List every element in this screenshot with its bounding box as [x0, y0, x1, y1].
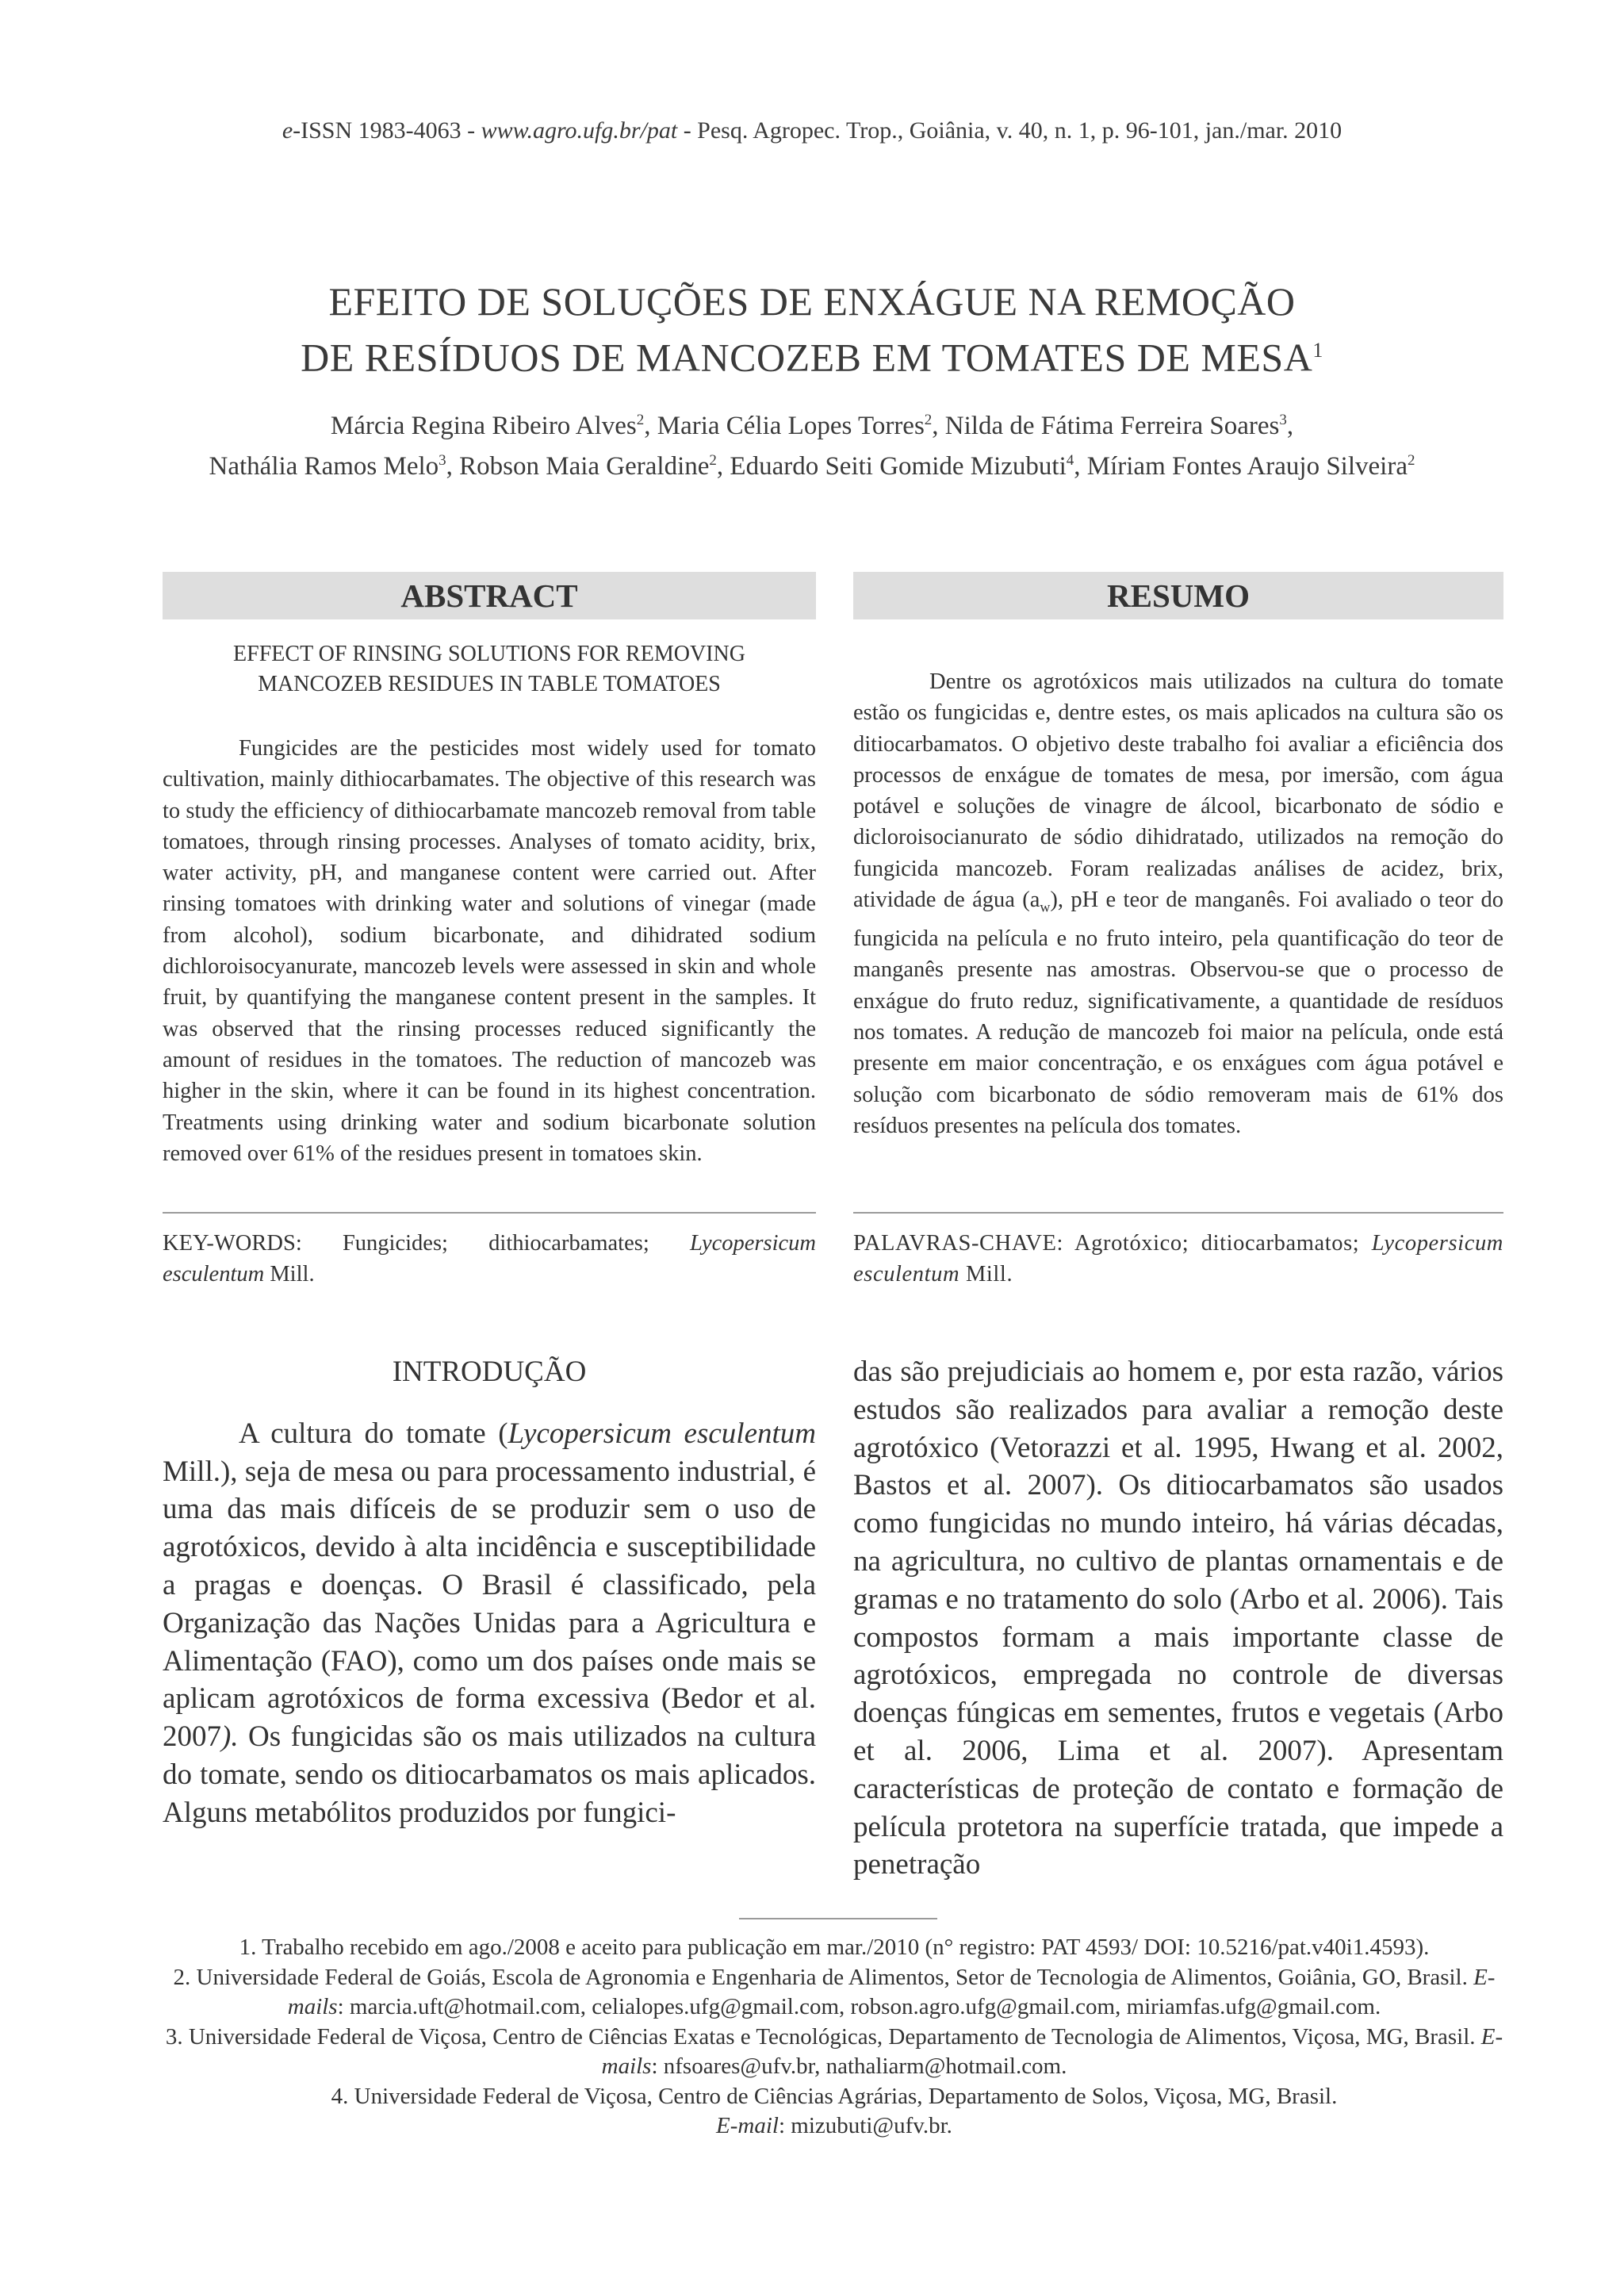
abstract-text: Fungicides are the pesticides most widely used for tomato cultivation, mainly dithiocarbamates. The objective of this research was to study the efficiency of dithiocarbamate mancozeb removal from table tomatoes, through rinsing processes. Analyses of tomato acidity, brix, water activity, pH, and manganese content were carried out. After rinsing tomatoes with drinking water and solutions of vinegar (made from alcohol), sodium bicarbonate, and dihidrated sodium dichloroisocyanurate, mancozeb levels were assessed in skin and whole fruit, by quantifying the manganese content present in the samples. It was observed that the rinsing processes reduced significantly the amount of residues in the tomatoes. The reduction of mancozeb was higher in the skin, where it can be found in its highest concentration. Treatments using drinking water and sodium bicarbonate solution removed over 61% of the residues present in tomatoes skin. [163, 736, 816, 1166]
title-footnote-mark: 1 [1312, 339, 1323, 362]
intro-left-column [163, 1353, 816, 1832]
footnote-4: 4. Universidade Federal de Viçosa, Centro de Ciências Agrárias, Departamento de Solos, Viçosa, MG, Brasil. E-mail: mizubuti@ufv.br. [331, 2083, 1338, 2138]
article-title: EFEITO DE SOLUÇÕES DE ENXÁGUE NA REMOÇÃO DE RESÍDUOS DE MANCOZEB EM TOMATES DE MESA$^1$ [301, 279, 1323, 380]
footnotes [163, 1933, 1506, 2142]
footnote-divider [739, 1918, 937, 1919]
resumo-section [853, 666, 1503, 1141]
footnote-3: 3. Universidade Federal de Viçosa, Centro de Ciências Exatas e Tecnológicas, Departamento de Tecnologia de Alimentos, Viçosa, MG, Brasil. E-mails: nfsoares@ufv.br, nathaliarm@hotmail.com. [165, 2023, 1503, 2079]
footnote-2: 2. Universidade Federal de Goiás, Escola de Agronomia e Engenharia de Alimentos, Setor de Tecnologia de Alimentos, Goiânia, GO, Brasil. E-mails: marcia.uft@hotmail.com, celialopes.ufg@gmail.com, robson.agro.ufg@gmail.com, miriamfas.ufg@gmail.com. [173, 1964, 1496, 2019]
journal-header: e-ISSN 1983-4063 - www.agro.ufg.br/pat - Pesq. Agropec. Trop., Goiânia, v. 40, n. 1, p. 96-101, jan./mar. 2010 [282, 117, 1342, 144]
abstract-heading: ABSTRACT [163, 572, 816, 619]
intro-paragraph-2: das são prejudiciais ao homem e, por esta razão, vários estudos são realizados para avaliar a remoção deste agrotóxico (Vetorazzi et al. 1995, Hwang et al. 2002, Bastos et al. 2007). Os ditiocarbamatos são usados como fungicidas no mundo inteiro, há várias décadas, na agricultura, no cultivo de plantas ornamentais e de gramas e no tratamento do solo (Arbo et al. 2006). Tais compostos formam a mais importante classe de agrotóxicos, empregada no controle de diversas doenças fúngicas em sementes, frutos e vegetais (Arbo et al. 2006, Lima et al. 2007). Apresentam características de proteção de contato e formação de película protetora na superfície tratada, que impede a penetração [853, 1356, 1503, 1881]
intro-heading: INTRODUÇÃO [392, 1356, 587, 1388]
abstract-divider [163, 1212, 816, 1214]
intro-right-column [853, 1353, 1503, 1884]
intro-paragraph-1: A cultura do tomate (Lycopersicum esculentum Mill.), seja de mesa ou para processamento industrial, é uma das mais difíceis de se produzir sem o uso de agrotóxicos, devido à alta incidência e susceptibilidade a pragas e doenças. O Brasil é classificado, pela Organização das Nações Unidas para a Agricultura e Alimentação (FAO), como um dos países onde mais se aplicam agrotóxicos de forma excessiva (Bedor et al. 2007). Os fungicidas são os mais utilizados na cultura do tomate, sendo os ditiocarbamatos os mais aplicados. Alguns metabólitos produzidos por fungici- [163, 1417, 817, 1829]
resumo-divider [853, 1212, 1503, 1214]
footnote-1: 1. Trabalho recebido em ago./2008 e aceito para publicação em mar./2010 (n° registro: PAT 4593/ DOI: 10.5216/pat.v40i1.4593). [239, 1935, 1430, 1960]
journal-url[interactable]: www.agro.ufg.br/pat [481, 117, 678, 144]
abstract-english-title: EFFECT OF RINSING SOLUTIONS FOR REMOVING MANCOZEB RESIDUES IN TABLE TOMATOES [233, 642, 745, 696]
resumo-keywords: PALAVRAS-CHAVE: Agrotóxico; ditiocarbamatos; Lycopersicum esculentum Mill. [853, 1231, 1503, 1287]
author-list: Márcia Regina Ribeiro Alves$^2$, Maria Célia Lopes Torres$^2$, Nilda de Fátima Ferreira Soares$^3$, Nathália Ramos Melo$^3$, Robson Maia Geraldine$^2$, Eduardo Seiti Gomide Mizubuti$^4$, Míriam Fontes Araujo Silveira$^2$ [209, 412, 1415, 481]
abstract-keywords: KEY-WORDS: Fungicides; dithiocarbamates; Lycopersicum esculentum Mill. [163, 1231, 816, 1287]
resumo-text: Dentre os agrotóxicos mais utilizados na cultura do tomate estão os fungicidas e, dentre estes, os mais aplicados na cultura são os ditiocarbamatos. O objetivo deste trabalho foi avaliar a eficiência dos processos de enxágue de tomates de mesa, por imersão, com água potável e soluções de vinagre de álcool, bicarbonato de sódio e dicloroisocianurato de sódio dihidratado, utilizados na remoção do fungicida mancozeb. Foram realizadas análises de acidez, brix, atividade de água $(a_w)$, pH e teor de manganês. Foi avaliado o teor do fungicida na película e no fruto inteiro, pela quantificação do teor de manganês presente nas amostras. Observou-se que o processo de enxágue do fruto reduz, significativamente, a quantidade de resíduos nos tomates. A redução de mancozeb foi maior na película, onde está presente em maior concentração, e os enxágues com água potável e solução com bicarbonato de sódio removeram mais de 61% dos resíduos presentes na película dos tomates. [853, 669, 1503, 1138]
resumo-heading: RESUMO [853, 572, 1503, 619]
abstract-section [163, 639, 816, 1169]
